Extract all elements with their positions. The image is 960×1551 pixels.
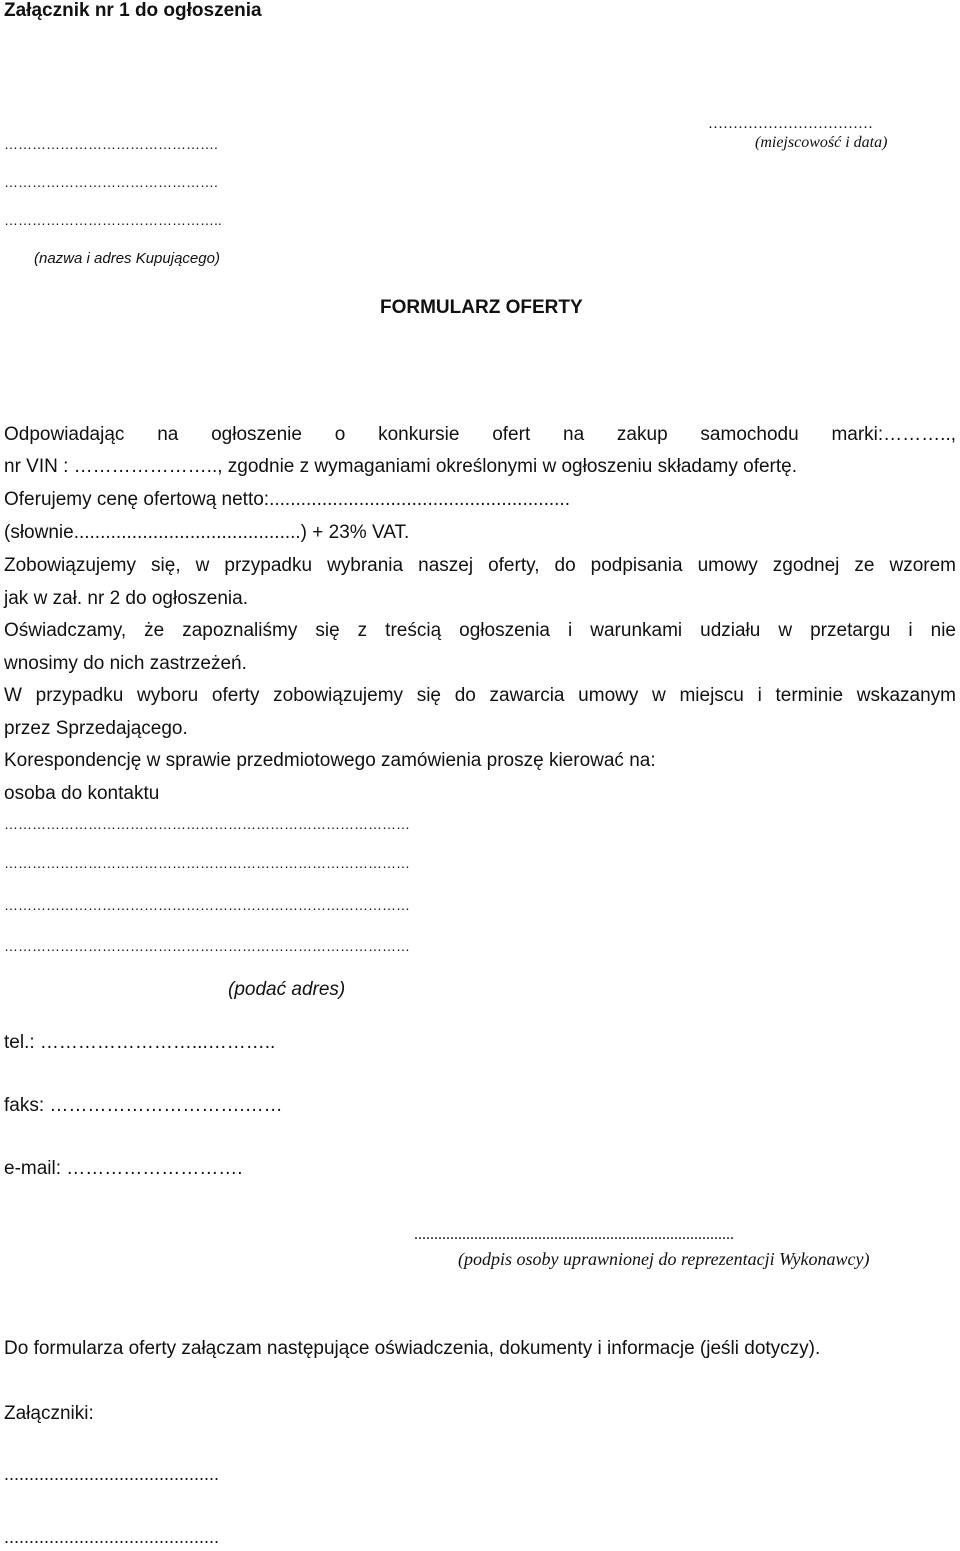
- address-dots-line-4: ……………………………………………………………………………: [4, 938, 410, 954]
- declaration-line-2: wnosimy do nich zastrzeżeń.: [4, 653, 247, 674]
- contract-line-2: przez Sprzedającego.: [4, 718, 188, 739]
- tel-field: tel.: ……………………...………..: [4, 1032, 276, 1053]
- buyer-caption: (nazwa i adres Kupującego): [34, 250, 220, 267]
- signature-caption: (podpis osoby uprawnionej do reprezentacji Wykonawcy): [458, 1249, 870, 1269]
- date-placeholder-dots: ……………………………: [708, 116, 873, 132]
- address-dots-line-3: ……………………………………………………………………………: [4, 897, 410, 913]
- declaration-line-1: Oświadczamy, że zapoznaliśmy się z treścią ogłoszenia i warunkami udziału w przetargu i nie: [4, 620, 956, 641]
- commitment-line-2: jak w zał. nr 2 do ogłoszenia.: [4, 588, 248, 609]
- commitment-line-1: Zobowiązujemy się, w przypadku wybrania naszej oferty, do podpisania umowy zgodnej ze wzorem: [4, 555, 956, 576]
- attachment-dots-line-2: ...........................................: [4, 1527, 220, 1547]
- offer-price-words-line: (słownie...........................................) + 23% VAT.: [4, 522, 410, 543]
- offer-price-line: Oferujemy cenę ofertową netto:.........................................................: [4, 489, 570, 510]
- address-dots-line-1: ……………………………………………………………………………: [4, 816, 410, 832]
- correspondence-line: Korespondencję w sprawie przedmiotowego zamówienia proszę kierować na:: [4, 750, 656, 771]
- contract-line-1: W przypadku wyboru oferty zobowiązujemy się do zawarcia umowy w miejscu i terminie wskazanym: [4, 685, 956, 706]
- signature-dots: ................................................................................: [414, 1226, 734, 1243]
- attachment-dots-line-1: ...........................................: [4, 1464, 220, 1484]
- buyer-dots-line-2: ……………………………………….: [4, 174, 218, 190]
- offer-line-2: nr VIN : ………………….., zgodnie z wymaganiami określonymi w ogłoszeniu składamy ofertę.: [4, 456, 797, 477]
- attachments-label: Załączniki:: [4, 1403, 94, 1424]
- offer-line-1: Odpowiadając na ogłoszenie o konkursie ofert na zakup samochodu marki:………..,: [4, 424, 956, 445]
- buyer-dots-line-1: ……………………………………….: [4, 136, 218, 152]
- annex-title: Załącznik nr 1 do ogłoszenia: [4, 0, 262, 21]
- contact-person-label: osoba do kontaktu: [4, 783, 160, 804]
- address-dots-line-2: ……………………………………………………………………………: [4, 855, 410, 871]
- fax-field: faks: ………………………….……: [4, 1095, 283, 1116]
- address-caption: (podać adres): [228, 979, 346, 1000]
- attachments-intro: Do formularza oferty załączam następujące oświadczenia, dokumenty i informacje (jeśli dotyczy).: [4, 1338, 821, 1359]
- date-caption: (miejscowość i data): [755, 134, 888, 151]
- form-title: FORMULARZ OFERTY: [380, 297, 583, 318]
- buyer-dots-line-3: ………………………………………..: [4, 212, 222, 228]
- email-field: e-mail: ……………………….: [4, 1158, 243, 1179]
